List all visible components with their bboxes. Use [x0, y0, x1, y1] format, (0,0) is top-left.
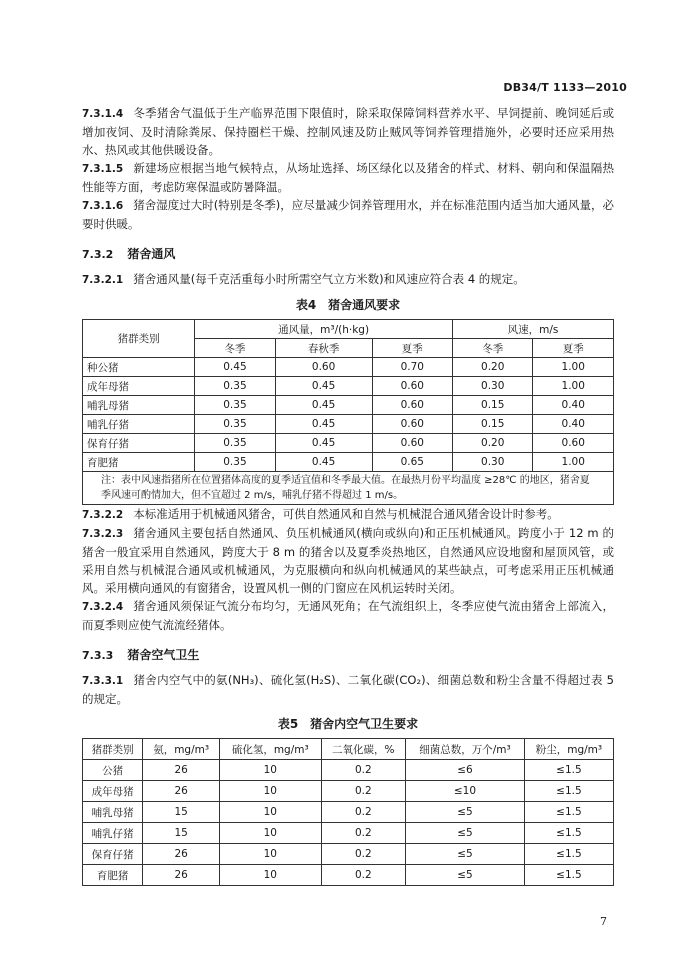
- table-cell: 公猪: [83, 760, 143, 781]
- table-header-cell: 冬季: [453, 339, 533, 358]
- clause-number: 7.3.2.4: [82, 601, 124, 613]
- table-cell: ≤1.5: [524, 760, 613, 781]
- table-cell: 0.15: [453, 415, 533, 434]
- table-cell: 0.60: [372, 434, 452, 453]
- ventilation-table: [82, 319, 614, 505]
- table-cell: 0.45: [275, 396, 372, 415]
- table-header-cell: 粉尘，mg/m³: [524, 739, 613, 760]
- clause-number: 7.3.2.1: [82, 274, 124, 286]
- table-cell: 0.35: [195, 377, 275, 396]
- table-cell: 0.60: [372, 415, 452, 434]
- table-cell: ≤1.5: [524, 781, 613, 802]
- table-cell: 10: [220, 802, 322, 823]
- table-cell: 0.30: [453, 453, 533, 472]
- table-cell: 保育仔猪: [83, 434, 195, 453]
- table-cell: 成年母猪: [83, 781, 143, 802]
- clause-number: 7.3.1.4: [82, 108, 124, 120]
- clause-text: 猪舍内空气中的氨(NH₃)、硫化氢(H₂S)、二氧化碳(CO₂)、细菌总数和粉尘含量不得超过表 5 的规定。: [82, 673, 614, 706]
- table-cell: 0.2: [321, 823, 406, 844]
- document-code: DB34/T 1133—2010: [503, 81, 627, 94]
- clause-number: 7.3.2.3: [82, 528, 124, 540]
- table-row: [83, 396, 614, 415]
- table-cell: 26: [143, 781, 220, 802]
- table-cell: 0.60: [533, 434, 614, 453]
- table-header-cell: 通风量，m³/(h·kg): [195, 320, 453, 339]
- table-header-row: [83, 320, 614, 339]
- table-cell: 0.70: [372, 358, 452, 377]
- section-heading-7-3-3: [82, 646, 614, 665]
- page-number: 7: [600, 915, 607, 928]
- table-cell: 0.2: [321, 760, 406, 781]
- table-cell: ≤1.5: [524, 865, 613, 886]
- clause-text: 猪舍湿度过大时(特别是冬季)，应尽量减少饲养管理用水，并在标准范围内适当加大通风量，必要时供暖。: [82, 198, 614, 231]
- table-cell: 哺乳仔猪: [83, 415, 195, 434]
- table-cell: ≤5: [406, 844, 525, 865]
- section-heading-7-3-2: [82, 245, 614, 264]
- clause-7-3-2-4: [82, 597, 614, 634]
- clause-text: 本标准适用于机械通风猪舍，可供自然通风和自然与机械混合通风猪舍设计时参考。: [133, 507, 559, 521]
- table-header-cell: 夏季: [533, 339, 614, 358]
- table-cell: 0.45: [195, 358, 275, 377]
- table-cell: 0.35: [195, 396, 275, 415]
- table-cell: 10: [220, 823, 322, 844]
- table-cell: 0.2: [321, 781, 406, 802]
- table-cell: 26: [143, 865, 220, 886]
- table-cell: 0.65: [372, 453, 452, 472]
- table-cell: 0.60: [372, 377, 452, 396]
- table-header-cell: 冬季: [195, 339, 275, 358]
- table-cell: 10: [220, 781, 322, 802]
- table-cell: 26: [143, 760, 220, 781]
- table-cell: 0.15: [453, 396, 533, 415]
- table-cell: ≤10: [406, 781, 525, 802]
- table-cell: 保育仔猪: [83, 844, 143, 865]
- table-row: [83, 823, 614, 844]
- table-cell: 育肥猪: [83, 453, 195, 472]
- table-cell: 10: [220, 844, 322, 865]
- table-cell: 0.2: [321, 844, 406, 865]
- table-cell: 10: [220, 760, 322, 781]
- table-header-cell: 春秋季: [275, 339, 372, 358]
- table-cell: 1.00: [533, 377, 614, 396]
- clause-7-3-2-3: [82, 524, 614, 597]
- clause-number: 7.3.1.6: [82, 200, 124, 212]
- clause-text: 冬季猪舍气温低于生产临界范围下限值时，除采取保障饲料营养水平、早饲提前、晚饲延后或增加夜饲、及时清除粪尿、保持圈栏干燥、控制风速及防止贼风等饲养管理措施外，必要时还应采用热水、热风或其他供暖设备。: [82, 106, 614, 157]
- table-cell: 0.40: [533, 396, 614, 415]
- clause-number: 7.3.1.5: [82, 163, 124, 175]
- table-cell: ≤5: [406, 823, 525, 844]
- table-cell: 1.00: [533, 358, 614, 377]
- table-cell: 0.60: [275, 358, 372, 377]
- table-cell: 成年母猪: [83, 377, 195, 396]
- table-cell: 0.40: [533, 415, 614, 434]
- table-cell: 哺乳母猪: [83, 396, 195, 415]
- table-row: [83, 434, 614, 453]
- table5-caption: 表5 猪舍内空气卫生要求: [277, 717, 419, 731]
- table-cell: 0.35: [195, 434, 275, 453]
- table-cell: ≤5: [406, 865, 525, 886]
- clause-text: 猪舍通风主要包括自然通风、负压机械通风(横向或纵向)和正压机械通风。跨度小于 12 m 的猪舍一般宜采用自然通风，跨度大于 8 m 的猪舍以及夏季炎热地区，自然通风应设地窗和屋顶风管，或采用自然与机械混合通风或机械通风，为克服横向和纵向机械通风的某些缺点，可考虑采用正压机械通风。采用横向通风的有窗猪舍，设置风机一侧的门窗应在风机运转时关闭。: [82, 526, 614, 595]
- table-header-cell: 猪群类别: [83, 320, 195, 358]
- air-quality-table: [82, 738, 614, 886]
- table-cell: 0.60: [372, 396, 452, 415]
- table-cell: 0.45: [275, 453, 372, 472]
- table-cell: ≤1.5: [524, 844, 613, 865]
- table-cell: 0.35: [195, 415, 275, 434]
- table-cell: 种公猪: [83, 358, 195, 377]
- table-header-cell: 夏季: [372, 339, 452, 358]
- table-cell: ≤1.5: [524, 802, 613, 823]
- table-cell: 15: [143, 823, 220, 844]
- clause-7-3-1-4: [82, 104, 614, 159]
- table-cell: ≤5: [406, 802, 525, 823]
- table-cell: 0.20: [453, 434, 533, 453]
- table-cell: 1.00: [533, 453, 614, 472]
- table-row: [83, 760, 614, 781]
- section-title: 猪舍通风: [127, 247, 176, 261]
- table-cell: 0.45: [275, 434, 372, 453]
- table-cell: 0.2: [321, 865, 406, 886]
- table-cell: ≤6: [406, 760, 525, 781]
- section-title: 猪舍空气卫生: [127, 648, 200, 662]
- page-content: [82, 104, 614, 886]
- table-header-row: [83, 739, 614, 760]
- table-header-cell: 二氧化碳，%: [321, 739, 406, 760]
- clause-text: 新建场应根据当地气候特点，从场址选择、场区绿化以及猪舍的样式、材料、朝向和保温隔热性能等方面，考虑防寒保温或防暑降温。: [82, 161, 614, 194]
- table-cell: 10: [220, 865, 322, 886]
- clause-7-3-2-2: [82, 505, 614, 524]
- clause-number: 7.3.2.2: [82, 509, 124, 521]
- table-note-row: [83, 472, 614, 505]
- table-cell: 0.35: [195, 453, 275, 472]
- clause-number: 7.3.3.1: [82, 675, 124, 687]
- table-row: [83, 844, 614, 865]
- table4-caption: 表4 猪舍通风要求: [295, 298, 401, 312]
- table-row: [83, 358, 614, 377]
- section-number: 7.3.3: [82, 649, 114, 662]
- table-row: [83, 415, 614, 434]
- table-cell: ≤1.5: [524, 823, 613, 844]
- clause-text: 猪舍通风量(每千克活重每小时所需空气立方米数)和风速应符合表 4 的规定。: [133, 272, 525, 286]
- clause-7-3-1-6: [82, 196, 614, 233]
- table-header-cell: 风速，m/s: [453, 320, 614, 339]
- table-row: [83, 453, 614, 472]
- table-row: [83, 781, 614, 802]
- table-header-cell: 氨，mg/m³: [143, 739, 220, 760]
- table-row: [83, 802, 614, 823]
- table-row: [83, 865, 614, 886]
- clause-7-3-1-5: [82, 159, 614, 196]
- table-cell: 0.20: [453, 358, 533, 377]
- table-cell: 0.2: [321, 802, 406, 823]
- table-cell: 26: [143, 844, 220, 865]
- table-row: [83, 377, 614, 396]
- table-header-cell: 猪群类别: [83, 739, 143, 760]
- table-cell: 哺乳仔猪: [83, 823, 143, 844]
- table-cell: 0.45: [275, 415, 372, 434]
- table-cell: 育肥猪: [83, 865, 143, 886]
- table-cell: 0.45: [275, 377, 372, 396]
- clause-7-3-3-1: [82, 671, 614, 708]
- section-number: 7.3.2: [82, 248, 114, 261]
- clause-text: 猪舍通风须保证气流分布均匀，无通风死角；在气流组织上，冬季应使气流由猪舍上部流入，而夏季则应使气流流经猪体。: [82, 599, 614, 632]
- table-header-cell: 硫化氢，mg/m³: [220, 739, 322, 760]
- table-cell: 0.30: [453, 377, 533, 396]
- clause-7-3-2-1: [82, 270, 614, 289]
- table-cell: 哺乳母猪: [83, 802, 143, 823]
- table-note: 注：表中风速指猪所在位置猪体高度的夏季适宜值和冬季最大值。在最热月份平均温度 ≥28℃ 的地区，猪舍夏季风速可酌情加大，但不宜超过 2 m/s，哺乳仔猪不得超过 1 m/s。: [83, 472, 614, 505]
- table-cell: 15: [143, 802, 220, 823]
- table-header-cell: 细菌总数，万个/m³: [406, 739, 525, 760]
